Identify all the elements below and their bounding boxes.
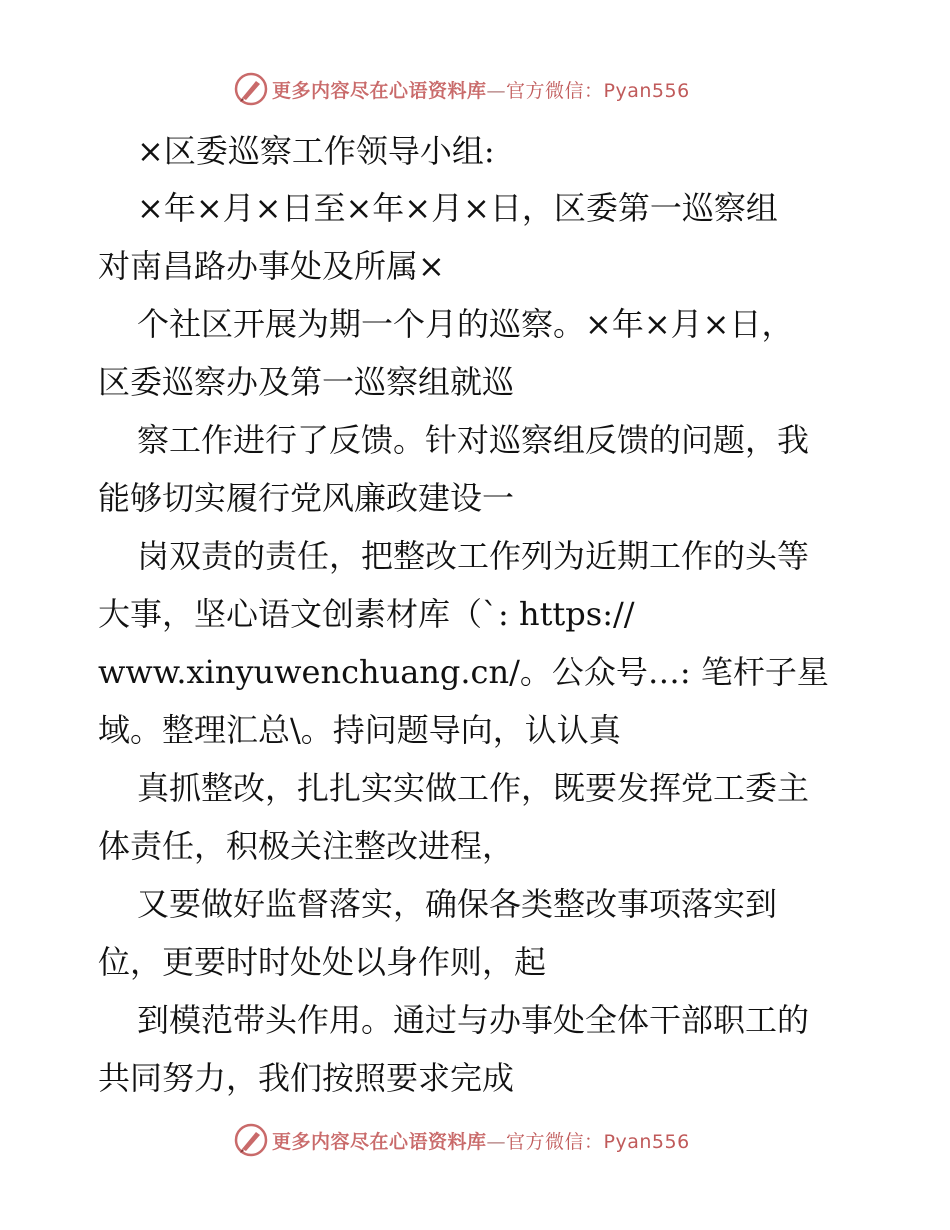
- quill-pen-logo-icon: [234, 72, 268, 106]
- text-line: www.xinyuwenchuang.cn/。公众号…: 笔杆子星: [98, 653, 829, 691]
- watermark-separator: —: [486, 79, 507, 102]
- watermark-site-text: 更多内容尽在心语资料库: [272, 79, 487, 102]
- text-line: 真抓整改，扎扎实实做工作，既要发挥党工委主: [137, 769, 810, 807]
- quill-pen-logo-icon: [234, 1123, 268, 1157]
- watermark-separator: —: [486, 1130, 507, 1153]
- watermark-wechat-text: 官方微信：Pyan556: [506, 79, 690, 102]
- text-line: 共同努力，我们按照要求完成: [98, 1059, 515, 1097]
- text-line: 体责任，积极关注整改进程，: [98, 827, 515, 865]
- text-line: 区委巡察办及第一巡察组就巡: [98, 363, 515, 401]
- text-line: 岗双责的责任，把整改工作列为近期工作的头等: [137, 537, 810, 575]
- text-line: ×区委巡察工作领导小组:: [137, 132, 495, 170]
- text-line: 能够切实履行党风廉政建设一: [98, 479, 515, 517]
- text-line: 位，更要时时处处以身作则，起: [98, 943, 547, 981]
- watermark-wechat-text: 官方微信：Pyan556: [506, 1130, 690, 1153]
- text-line: 个社区开展为期一个月的巡察。×年×月×日，: [137, 305, 794, 343]
- text-line: 对南昌路办事处及所属×: [98, 247, 445, 285]
- watermark-site-text: 更多内容尽在心语资料库: [272, 1130, 487, 1153]
- header-watermark: [234, 72, 690, 106]
- text-line: 到模范带头作用。通过与办事处全体干部职工的: [137, 1001, 810, 1039]
- text-line: 察工作进行了反馈。针对巡察组反馈的问题，我: [137, 421, 810, 459]
- text-line: ×年×月×日至×年×月×日，区委第一巡察组: [137, 189, 778, 227]
- text-line: 又要做好监督落实，确保各类整改事项落实到: [137, 885, 778, 923]
- text-line: 大事，坚心语文创素材库（`: https://: [98, 595, 635, 633]
- text-line: 域。整理汇总\。持问题导向，认认真: [98, 711, 621, 749]
- footer-watermark: [234, 1123, 690, 1157]
